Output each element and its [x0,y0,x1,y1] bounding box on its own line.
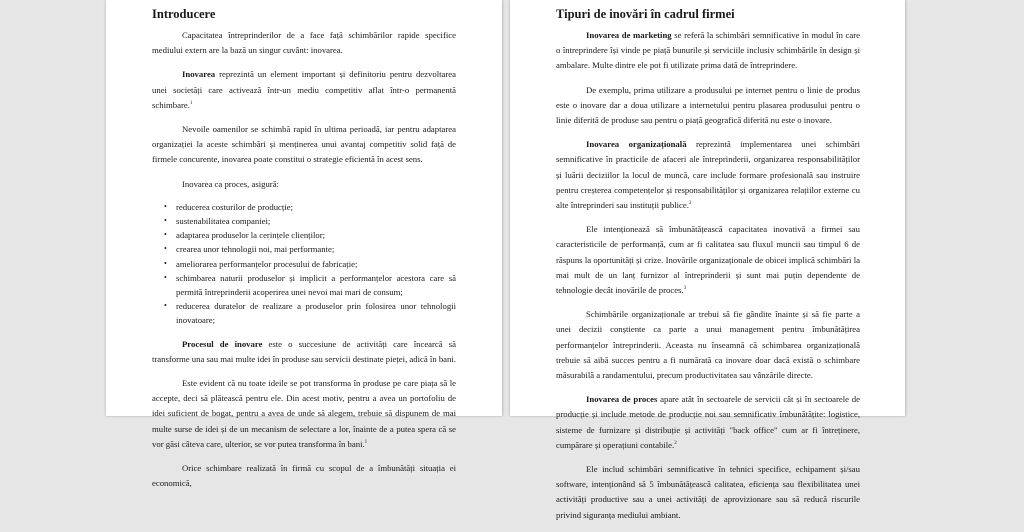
list-item-text: reducerea costurilor de producție; [176,201,293,212]
paragraph-text: reprezintă implementarea unei schimbări semnificative în practicile de afaceri ale întreprinderii, organizarea responsabilităților și luării deciziilor la locul de muncă, care include formare profesională sau instruire pentru creșterea competențelor și responsabilităților și organizarea relațiilor externe cu alte întreprinderi sau instituții publice. [556,139,861,211]
list-item [152,299,456,327]
list-item [152,271,456,299]
bullet-icon: • [164,230,167,240]
paragraph [556,137,860,213]
footnote-ref[interactable]: 2 [674,440,677,446]
bold-term: Inovarea de marketing [586,30,672,40]
list-item [152,214,456,228]
paragraph: Nevoile oamenilor se schimbă rapid în ultima perioadă, iar pentru adaptarea organizației la aceste schimbări și menținerea unui avantaj competitiv solid față de firmele concurente, inovarea poate constitui o strategie eficientă în acest sens. [152,124,456,165]
list-item [152,242,456,256]
bullet-icon: • [164,258,167,268]
bullet-icon: • [164,301,167,311]
bold-term: Inovarea organizațională [586,139,687,150]
paragraph-text: se referă la schimbări semnificative în modul în care o întreprindere își vinde pe piață bunurile și serviciile inclusiv schimbările în design și ambalare. Multe dintre ele pot fi utilizate prima dată de întreprindere. [556,30,860,71]
paragraph: Ele includ schimbări semnificative în tehnici specifice, echipament și/sau software, intenționând să 5 îmbunătățească calitatea, eficiența sau flexibilitatea unei activități productive sau a unei activități de aprovizionare sau să reducă riscurile privind siguranța mediului ambiant. [556,464,860,520]
bullet-list [152,200,456,328]
paragraph: Orice schimbare realizată în firmă cu scopul de a îmbunătăți situația ei economică, [152,463,456,489]
paragraph-text: reprezintă un element important și definitoriu pentru dezvoltarea unei societăți care activează într-un mediu competitiv aflat într-o permanentă schimbare. [152,69,456,110]
list-item-text: ameliorarea performanțelor procesului de fabricație; [176,258,358,269]
paragraph-text: este o succesiune de activități care încearcă să transforme una sau mai multe idei în produse sau servicii destinate pieței, adică în bani. [152,338,456,364]
paragraph: Schimbările organizaționale ar trebui să fie gândite înainte și să fie parte a unei decizii conștiente ca parte a unui management pentru îmbunătățirea performanțelor întreprinderii. Aceasta nu înseamnă că schimbarea organizațională trebuie să aibă succes pentru a fi numărată ca inovare doar dacă există o schimbare măsurabilă a randamentului, precum productivitatea sau vânzările directe. [556,309,860,381]
list-item-text: sustenabilitatea companiei; [176,216,271,227]
list-item-text: schimbarea naturii produselor și implicit a performanțelor acestora care să permită întreprinderii acoperirea unei nevoi mai mari de consum; [176,272,456,298]
paragraph [556,222,860,298]
list-item [152,257,456,271]
footnote-ref[interactable]: 2 [688,201,692,207]
paragraph [152,67,456,113]
list-item-text: crearea unor tehnologii noi, mai performante; [176,244,335,255]
footnote-ref[interactable]: 1 [189,100,193,106]
bullet-icon: • [164,244,167,254]
section-heading: Tipuri de inovări în cadrul firmei [556,7,735,21]
footnote-ref[interactable]: 1 [364,439,368,445]
paragraph: De exemplu, prima utilizare a produsului pe internet pentru o linie de produs este o inovare dar a doua utilizare a internetului pentru plasarea produsului pentru o linie diferită de produse sau pentru o piață geografică diferită nu este o inovare. [556,84,860,126]
list-item [152,200,456,214]
paragraph [556,28,860,74]
paragraph [152,376,456,452]
paragraph [152,337,456,367]
bold-term: Inovarea de proces [586,394,658,405]
paragraph-text: Este evident că nu toate ideile se pot transforma în produse pe care piața să le accepte, deci să plătească pentru ele. Din acest motiv, pentru a avea un portofoliu de idei suficient de bogat, pentru a avea de unde să alegem, trebuie să dispunem de mai multe surse de idei și de un mecanism de selectare a lor, înainte de a putea spera că se vor găsi câteva care, ulterior, se vor putea transforma în bani. [152,378,456,449]
document-page-left[interactable] [106,0,502,489]
list-item [152,228,456,242]
paragraph: Inovarea ca proces, asigură: [182,178,279,189]
section-heading: Introducere [152,7,216,21]
bold-term: Procesul de inovare [182,338,263,349]
paragraph [556,392,860,453]
document-page-right[interactable] [510,0,905,520]
bold-term: Inovarea [182,69,216,80]
paragraph: Capacitatea întreprinderilor de a face față schimbărilor rapide specifice mediului extern are la bază un singur cuvânt: inovarea. [152,30,456,56]
list-item-text: adaptarea produselor la cerințele clienților; [176,230,326,241]
paragraph-text: apare atât în sectoarele de servicii cât și în sectoarele de producție și include metode de producție noi sau semnificativ îmbunătățite: logistice, sisteme de furnizare și distribuție și activități "back office" cum ar fi întreținere, cumpărare și operațiuni contabile. [556,394,861,450]
list-item-text: reducerea duratelor de realizare a produselor prin folosirea unor tehnologii inovatoare; [176,301,456,326]
bullet-icon: • [164,216,167,226]
page-content [556,6,860,532]
footnote-ref[interactable]: 3 [683,286,687,292]
bullet-icon: • [164,272,167,282]
bullet-icon: • [164,201,167,211]
page-content [152,6,456,500]
paragraph-text: Ele intenționează să îmbunătățească capacitatea inovativă a firmei sau caracteristicile de performanță, cum ar fi calitatea sau fluxul muncii sau timpul 6 de răspuns la oportunități și crize. Inovările organizaționale de obicei implică schimbări la mai mult de un lanț furnizor al întreprinderii și sunt mai puțin dependente de tehnologie decât inovările de proces. [556,224,860,296]
